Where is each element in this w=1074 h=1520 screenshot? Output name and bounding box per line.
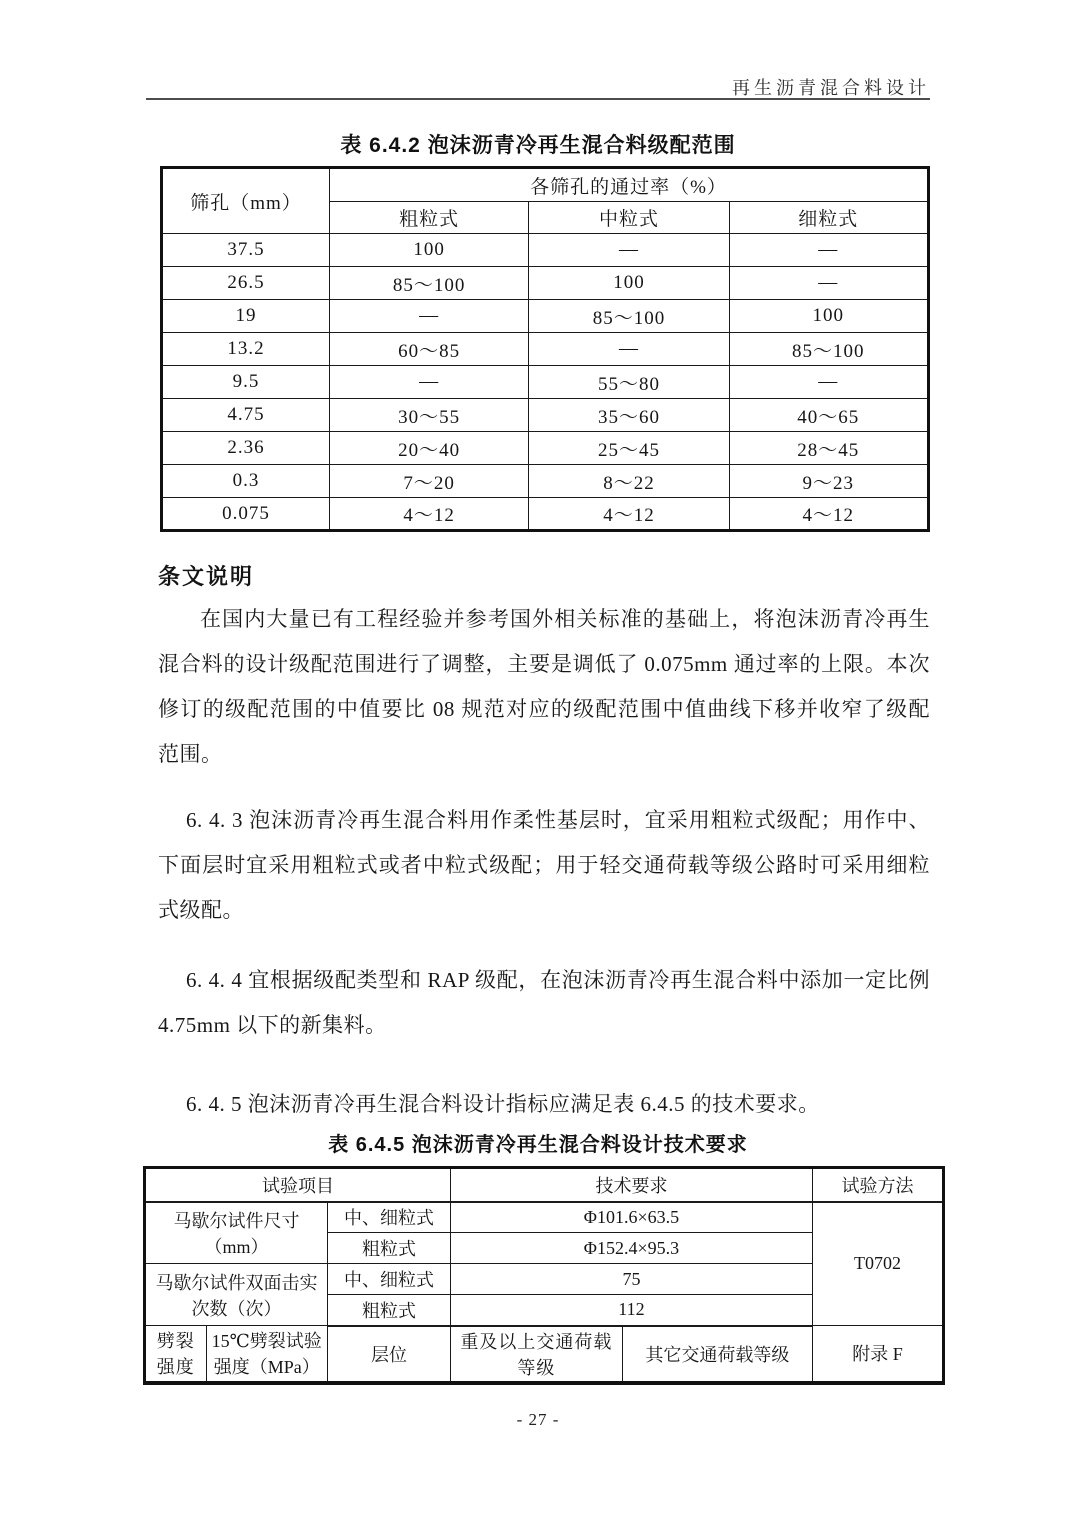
- text-line: 4.75mm 以下的新集料。: [158, 1013, 387, 1037]
- cell: 19: [162, 300, 330, 333]
- cell: 55～80: [529, 366, 729, 399]
- cell: 0.075: [162, 498, 330, 531]
- header-cell-item: 试验项目: [145, 1168, 451, 1202]
- cell: 100: [729, 300, 928, 333]
- clause-explanation-heading: 条文说明: [158, 564, 255, 589]
- cell: 28～45: [729, 432, 928, 465]
- text-line: 下面层时宜采用粗粒式或者中粒式级配；用于轻交通荷载等级公路时可采用细粒: [158, 853, 930, 877]
- clause-645: [158, 1082, 930, 1127]
- text-line: 6. 4. 4 宜根据级配类型和 RAP 级配，在泡沫沥青冷再生混合料中添加一定比例: [186, 968, 930, 992]
- cell: 85～100: [729, 333, 928, 366]
- cell: —: [529, 234, 729, 267]
- table-row: [145, 1202, 944, 1233]
- cell: 中、细粒式: [327, 1202, 450, 1233]
- cell: 8～22: [529, 465, 729, 498]
- header-cell-medium: 中粒式: [529, 202, 729, 234]
- table-row: [162, 498, 929, 531]
- table-645-title: 表 6.4.5 泡沫沥青冷再生混合料设计技术要求: [328, 1134, 748, 1156]
- explanation-paragraph: [158, 597, 930, 777]
- cell-splitting-test: 15℃劈裂试验强度（MPa）: [206, 1326, 327, 1383]
- text-line: 式级配。: [158, 898, 244, 922]
- table-header-row: [162, 168, 929, 202]
- clause-643: [158, 798, 930, 933]
- cell: —: [329, 300, 528, 333]
- table-row: [145, 1326, 944, 1383]
- header-divider: [146, 98, 930, 100]
- text-line: 在国内大量已有工程经验并参考国外相关标准的基础上，将泡沫沥青冷再生: [200, 607, 930, 631]
- cell: —: [729, 234, 928, 267]
- table-row: [162, 366, 929, 399]
- cell: 30～55: [329, 399, 528, 432]
- cell: 20～40: [329, 432, 528, 465]
- cell: 85～100: [529, 300, 729, 333]
- cell: 100: [529, 267, 729, 300]
- cell: 13.2: [162, 333, 330, 366]
- text-line: 6. 4. 5 泡沫沥青冷再生混合料设计指标应满足表 6.4.5 的技术要求。: [186, 1092, 820, 1116]
- cell-other-traffic: 其它交通荷载等级: [622, 1326, 812, 1383]
- table-row: [162, 465, 929, 498]
- table-row: [162, 300, 929, 333]
- gradation-table: [160, 166, 930, 532]
- design-requirements-table: [143, 1166, 945, 1385]
- cell: 4～12: [329, 498, 528, 531]
- table-header-row: [145, 1168, 944, 1202]
- cell: 112: [450, 1295, 812, 1326]
- cell: 0.3: [162, 465, 330, 498]
- cell: 60～85: [329, 333, 528, 366]
- header-cell-passing: 各筛孔的通过率（%）: [329, 168, 928, 202]
- cell: 100: [329, 234, 528, 267]
- cell: Φ101.6×63.5: [450, 1202, 812, 1233]
- cell: —: [729, 366, 928, 399]
- cell: 85～100: [329, 267, 528, 300]
- cell: 中、细粒式: [327, 1264, 450, 1295]
- cell: 25～45: [529, 432, 729, 465]
- table-row: [162, 399, 929, 432]
- header-cell-requirement: 技术要求: [450, 1168, 812, 1202]
- cell-splitting-group: 劈裂强度: [145, 1326, 207, 1383]
- cell-heavy-traffic: 重及以上交通荷载等级: [450, 1326, 622, 1383]
- cell-test-method: T0702: [812, 1202, 943, 1326]
- cell: —: [729, 267, 928, 300]
- cell: 9～23: [729, 465, 928, 498]
- table-row: [162, 333, 929, 366]
- cell: 2.36: [162, 432, 330, 465]
- table-row: [162, 432, 929, 465]
- cell: 7～20: [329, 465, 528, 498]
- cell: —: [529, 333, 729, 366]
- text-line: 范围。: [158, 742, 223, 766]
- clause-644: [158, 958, 930, 1048]
- header-cell-coarse: 粗粒式: [329, 202, 528, 234]
- cell: 4～12: [729, 498, 928, 531]
- cell: 26.5: [162, 267, 330, 300]
- cell: 75: [450, 1264, 812, 1295]
- page-header-title: 再生沥青混合料设计: [732, 78, 930, 98]
- cell: 37.5: [162, 234, 330, 267]
- text-line: 修订的级配范围的中值要比 08 规范对应的级配范围中值曲线下移并收窄了级配: [158, 697, 930, 721]
- table-642-title: 表 6.4.2 泡沫沥青冷再生混合料级配范围: [340, 134, 736, 157]
- page-number: - 27 -: [516, 1410, 560, 1429]
- cell: 40～65: [729, 399, 928, 432]
- cell: 粗粒式: [327, 1233, 450, 1264]
- cell-marshall-blows-label: 马歇尔试件双面击实次数（次）: [145, 1264, 328, 1326]
- cell-layer: 层位: [327, 1326, 450, 1383]
- text-line: 混合料的设计级配范围进行了调整，主要是调低了 0.075mm 通过率的上限。本次: [158, 652, 930, 676]
- cell: 35～60: [529, 399, 729, 432]
- table-row: [162, 267, 929, 300]
- header-cell-method: 试验方法: [812, 1168, 943, 1202]
- header-cell-fine: 细粒式: [729, 202, 928, 234]
- cell: 9.5: [162, 366, 330, 399]
- cell: —: [329, 366, 528, 399]
- cell: 4～12: [529, 498, 729, 531]
- cell: 粗粒式: [327, 1295, 450, 1326]
- text-line: 6. 4. 3 泡沫沥青冷再生混合料用作柔性基层时，宜采用粗粒式级配；用作中、: [186, 808, 930, 832]
- cell-appendix-method: 附录 F: [812, 1326, 943, 1383]
- cell: 4.75: [162, 399, 330, 432]
- cell-marshall-size-label: 马歇尔试件尺寸（mm）: [145, 1202, 328, 1264]
- cell: Φ152.4×95.3: [450, 1233, 812, 1264]
- table-row: [162, 234, 929, 267]
- header-cell-sieve: 筛孔（mm）: [162, 168, 330, 234]
